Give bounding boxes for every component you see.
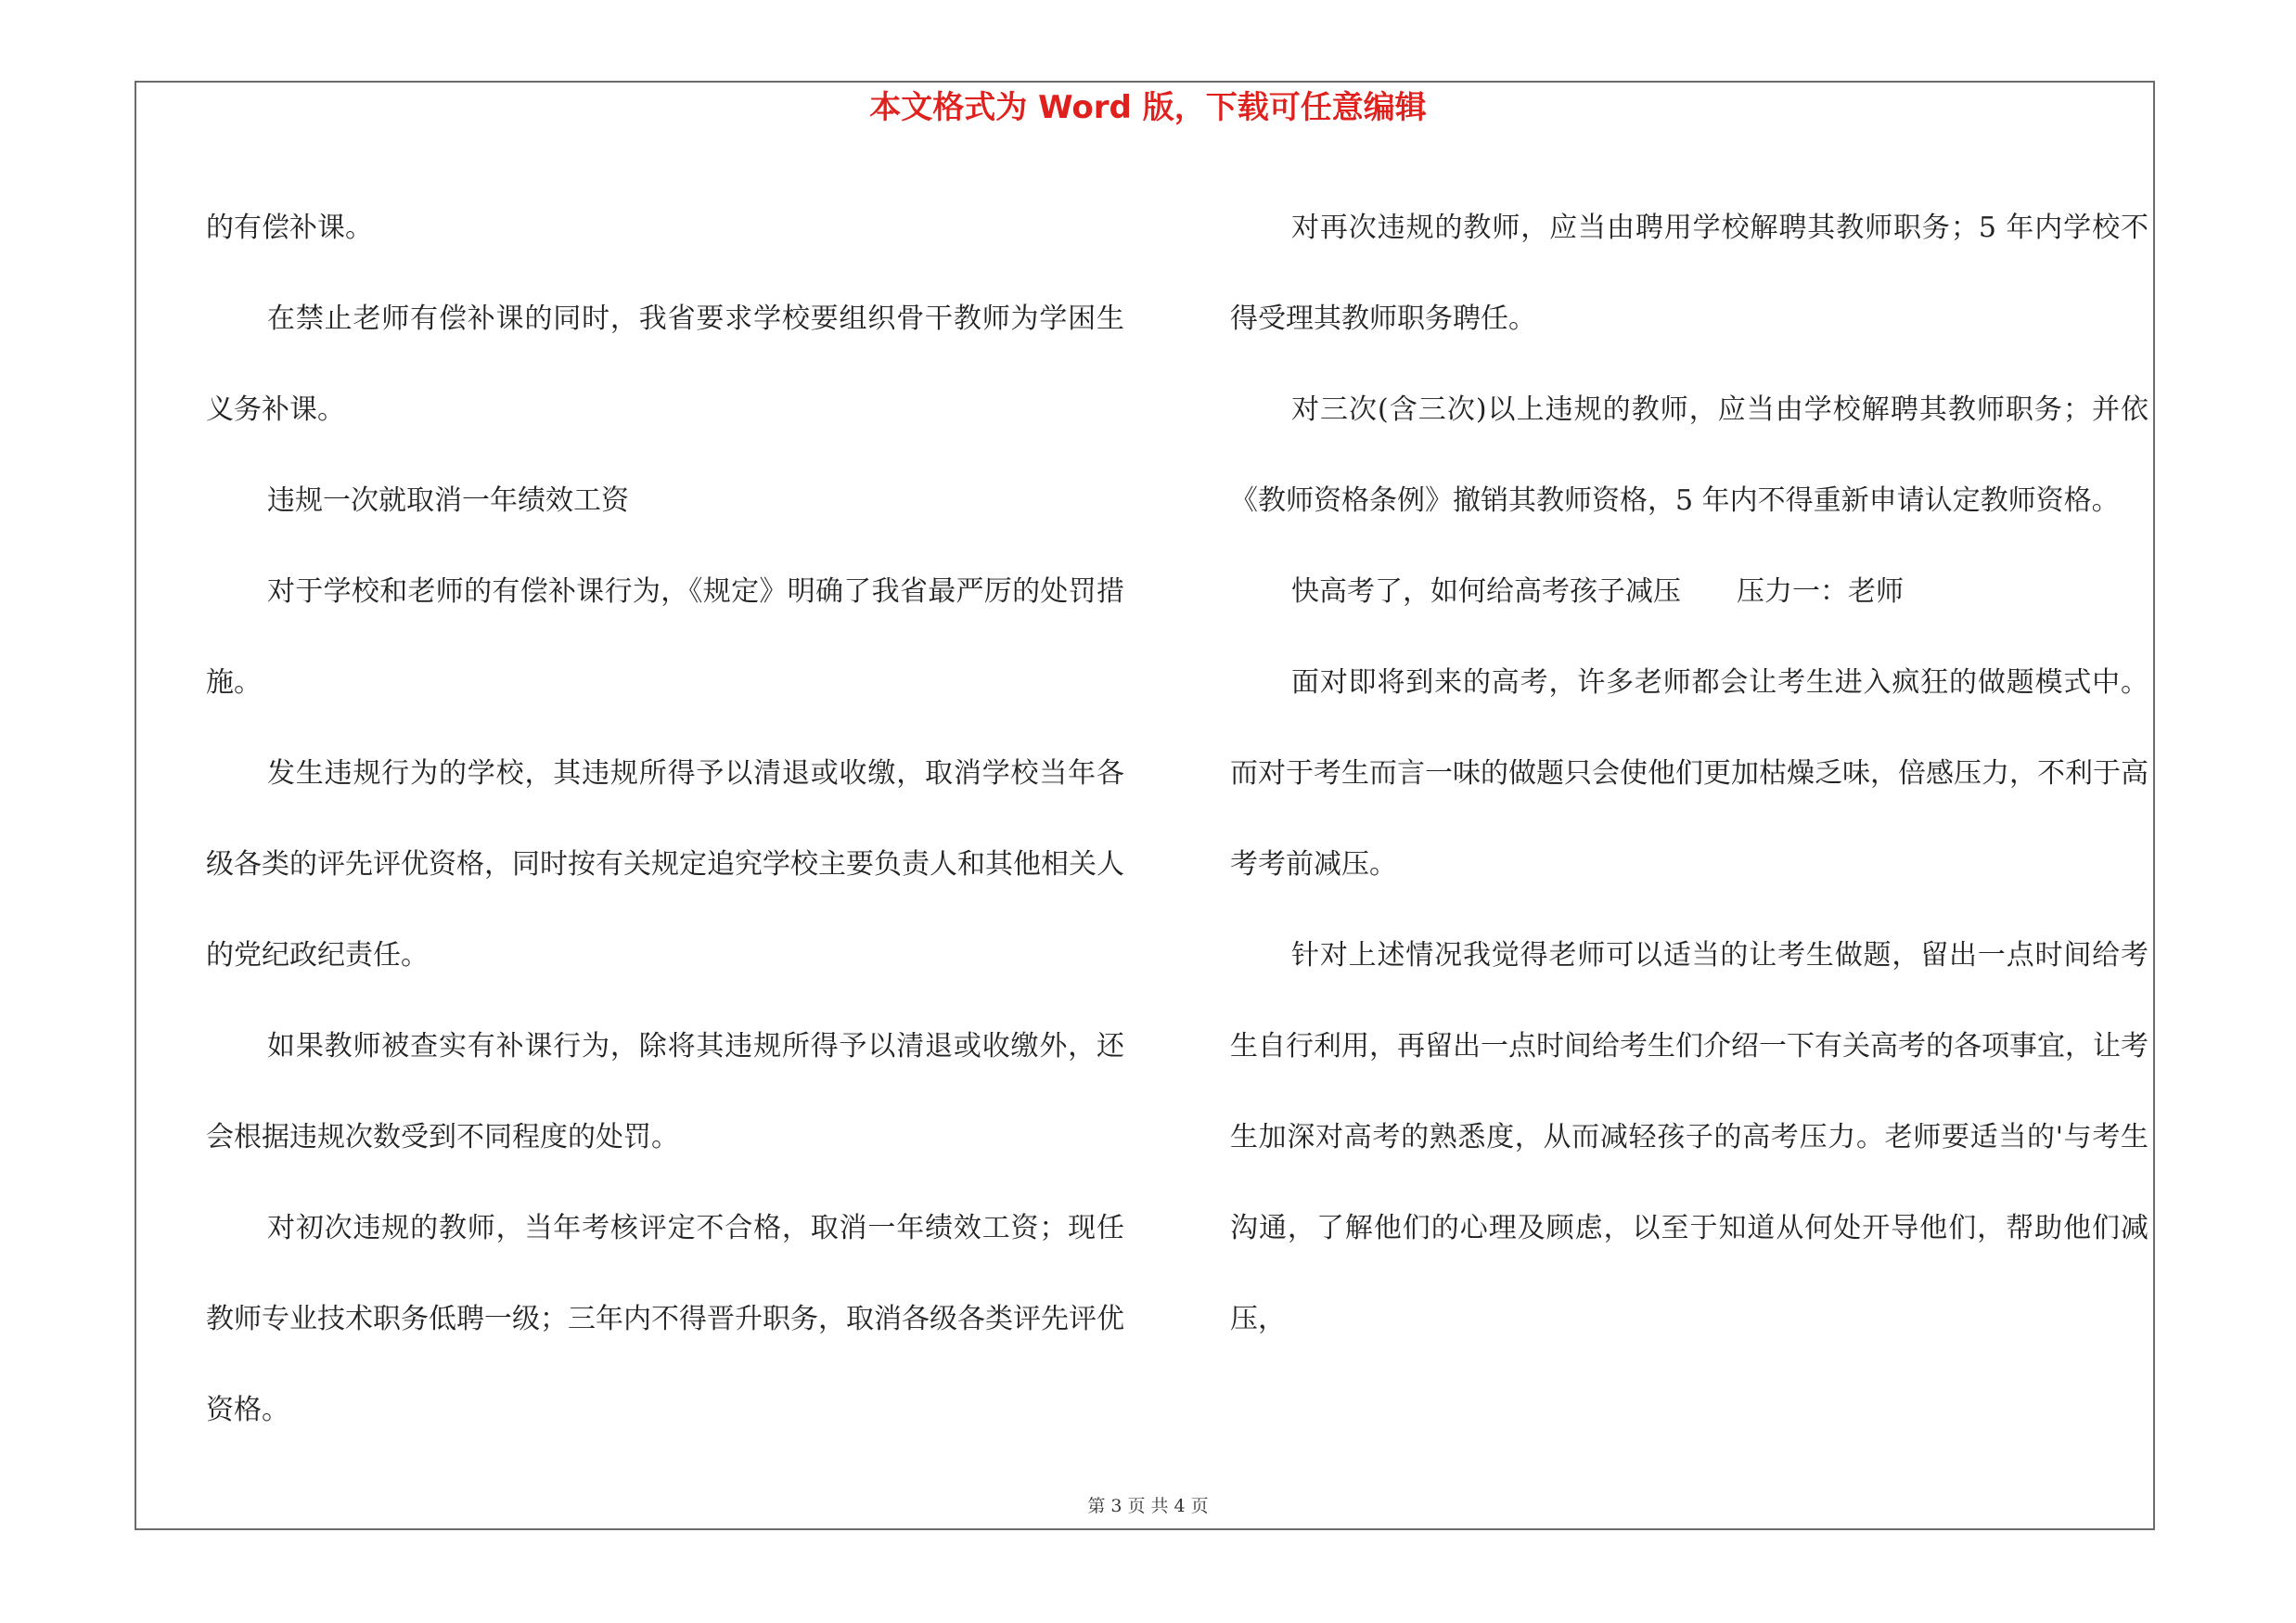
- paragraph: 针对上述情况我觉得老师可以适当的让考生做题，留出一点时间给考生自行利用，再留出一点时间给考生们介绍一下有关高考的各项事宜，让考生加深对高考的熟悉度，从而减轻孩子的高考压力。老师要适当的'与考生沟通，了解他们的心理及顾虑，以至于知道从何处开导他们，帮助他们减压，: [1230, 939, 2148, 1335]
- section-heading: 违规一次就取消一年绩效工资: [267, 484, 629, 517]
- left-text-column: [206, 183, 1124, 1456]
- paragraph: 在禁止老师有偿补课的同时，我省要求学校要组织骨干教师为学困生义务补课。: [206, 303, 1124, 426]
- paragraph: 的有偿补课。: [206, 212, 373, 244]
- paragraph: 对初次违规的教师，当年考核评定不合格，取消一年绩效工资；现任教师专业技术职务低聘一级；三年内不得晋升职务，取消各级各类评先评优资格。: [206, 1212, 1124, 1426]
- right-text-column: [1230, 183, 2148, 1365]
- paragraph: 面对即将到来的高考，许多老师都会让考生进入疯狂的做题模式中。而对于考生而言一味的做题只会使他们更加枯燥乏味，倍感压力，不利于高考考前减压。: [1230, 666, 2148, 881]
- paragraph: 对再次违规的教师，应当由聘用学校解聘其教师职务；5 年内学校不得受理其教师职务聘任。: [1230, 212, 2148, 335]
- editable-format-banner: 本文格式为 Word 版，下载可任意编辑: [869, 89, 1427, 126]
- paragraph: 对三次(含三次)以上违规的教师，应当由学校解聘其教师职务；并依《教师资格条例》撤销其教师资格，5 年内不得重新申请认定教师资格。: [1230, 393, 2148, 517]
- section-heading: 快高考了，如何给高考孩子减压 压力一：老师: [1291, 575, 1904, 608]
- page-number-footer: 第 3 页 共 4 页: [1087, 1496, 1209, 1516]
- paragraph: 对于学校和老师的有偿补课行为，《规定》明确了我省最严厉的处罚措施。: [206, 575, 1124, 699]
- paragraph: 发生违规行为的学校，其违规所得予以清退或收缴，取消学校当年各级各类的评先评优资格，同时按有关规定追究学校主要负责人和其他相关人的党纪政纪责任。: [206, 757, 1124, 972]
- paragraph: 如果教师被查实有补课行为，除将其违规所得予以清退或收缴外，还会根据违规次数受到不同程度的处罚。: [206, 1030, 1124, 1153]
